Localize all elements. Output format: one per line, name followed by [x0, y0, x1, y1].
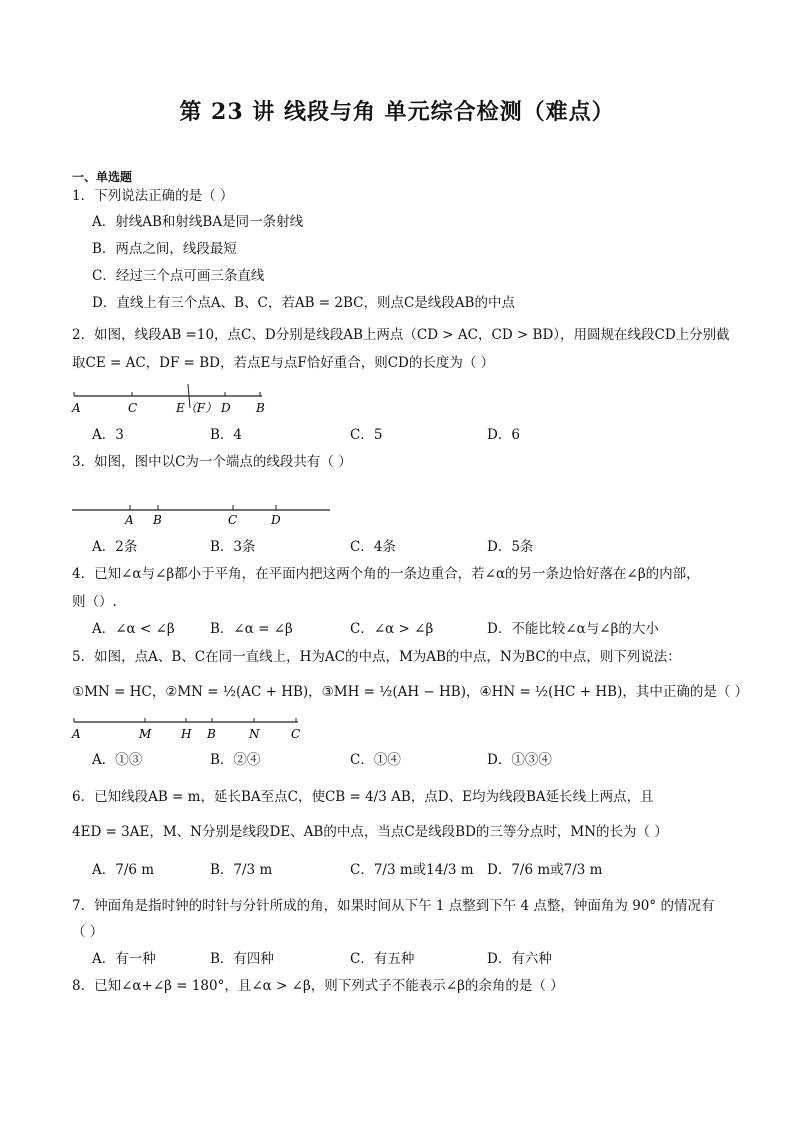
q1-option-a: A．射线AB和射线BA是同一条射线 [92, 214, 304, 230]
q6-option-c: C．7/3 m或14/3 m [350, 862, 474, 878]
q5-label-m: M [139, 727, 152, 741]
q5-label-n: N [249, 727, 260, 741]
q3-option-c: C．4条 [350, 539, 396, 555]
q8-stem: 8．已知∠α+∠β = 180°，且∠α > ∠β，则下列式子不能表示∠β的余角的是（ ） [72, 978, 564, 994]
q5-stem-line1: 5．如图，点A、B、C在同一直线上，H为AC的中点，M为AB的中点，N为BC的中点，则下列说法： [72, 649, 681, 665]
q3-label-b: B [153, 513, 162, 527]
q2-option-b: B．4 [210, 427, 243, 443]
q7-option-b: B．有四种 [210, 951, 274, 967]
q1-option-d: D．直线上有三个点A、B、C，若AB = 2BC，则点C是线段AB的中点 [92, 295, 515, 311]
q2-option-c: C．5 [350, 427, 383, 443]
q7-option-c: C．有五种 [350, 951, 415, 967]
q5-line-figure [70, 712, 310, 744]
q3-stem: 3．如图，图中以C为一个端点的线段共有（ ） [72, 454, 352, 470]
q1-stem: 1．下列说法正确的是（ ） [72, 188, 234, 204]
q2-label-b: B [256, 401, 265, 415]
q2-segment-figure [70, 380, 290, 416]
q5-option-b: B．②④ [210, 752, 261, 768]
q3-option-a: A．2条 [92, 539, 138, 555]
q4-option-c: C．∠α > ∠β [350, 621, 434, 637]
q5-label-c: C [291, 727, 301, 741]
q3-option-d: D．5条 [487, 539, 534, 555]
q5-option-d: D．①③④ [487, 752, 552, 768]
q3-line-figure [70, 498, 335, 528]
q4-stem-line2: 则（）. [72, 594, 117, 610]
q2-option-a: A．3 [92, 427, 124, 443]
section-heading: 一、单选题 [72, 170, 133, 184]
q5-option-c: C．①④ [350, 752, 401, 768]
q3-label-c: C [228, 513, 238, 527]
q3-label-a: A [125, 513, 134, 527]
q5-label-h: H [181, 727, 192, 741]
q2-stem-line2: 取CE = AC，DF = BD，若点E与点F恰好重合，则CD的长度为（ ） [72, 355, 495, 371]
q2-label-a: A [72, 401, 81, 415]
q7-option-a: A．有一种 [92, 951, 156, 967]
q7-option-d: D．有六种 [487, 951, 552, 967]
q6-option-a: A．7/6 m [92, 862, 155, 878]
q4-option-b: B．∠α = ∠β [210, 621, 293, 637]
q2-label-ef: E（F） [176, 401, 218, 415]
q4-option-a: A．∠α < ∠β [92, 621, 175, 637]
q6-option-b: B．7/3 m [210, 862, 273, 878]
q5-label-b: B [207, 727, 216, 741]
q6-option-d: D．7/6 m或7/3 m [487, 862, 603, 878]
q2-label-c: C [128, 401, 138, 415]
q7-stem-line1: 7．钟面角是指时钟的时针与分针所成的角，如果时间从下午 1 点整到下午 4 点整，钟面角为 90° 的情况有 [72, 898, 715, 914]
q5-option-a: A．①③ [92, 752, 143, 768]
q4-stem-line1: 4．已知∠α与∠β都小于平角，在平面内把这两个角的一条边重合，若∠α的另一条边恰好落在∠β的内部， [72, 566, 700, 582]
q7-stem-line2: （ ） [72, 924, 104, 940]
page-title: 第 23 讲 线段与角 单元综合检测（难点） [179, 99, 615, 125]
q6-stem-line2: 4ED = 3AE，M、N分别是线段DE、AB的中点，当点C是线段BD的三等分点时，MN的长为（ ） [72, 824, 668, 840]
q3-option-b: B．3条 [210, 539, 256, 555]
q5-stem-line2: ①MN = HC，②MN = ½(AC + HB)，③MH = ½(AH − HB)，④HN = ½(HC + HB)，其中正确的是（ ） [72, 684, 749, 700]
q6-stem-line1: 6．已知线段AB = m，延长BA至点C，使CB = 4/3 AB，点D、E均为线段BA延长线上两点，且 [72, 789, 654, 805]
q5-label-a: A [72, 727, 81, 741]
q3-label-d: D [271, 513, 281, 527]
q1-option-c: C．经过三个点可画三条直线 [92, 268, 265, 284]
q2-stem-line1: 2．如图，线段AB =10，点C、D分别是线段AB上两点（CD > AC，CD > BD），用圆规在线段CD上分别截 [72, 327, 730, 343]
q2-option-d: D．6 [487, 427, 520, 443]
q4-option-d: D．不能比较∠α与∠β的大小 [487, 621, 659, 637]
q1-option-b: B．两点之间，线段最短 [92, 241, 237, 257]
q2-label-d: D [221, 401, 231, 415]
